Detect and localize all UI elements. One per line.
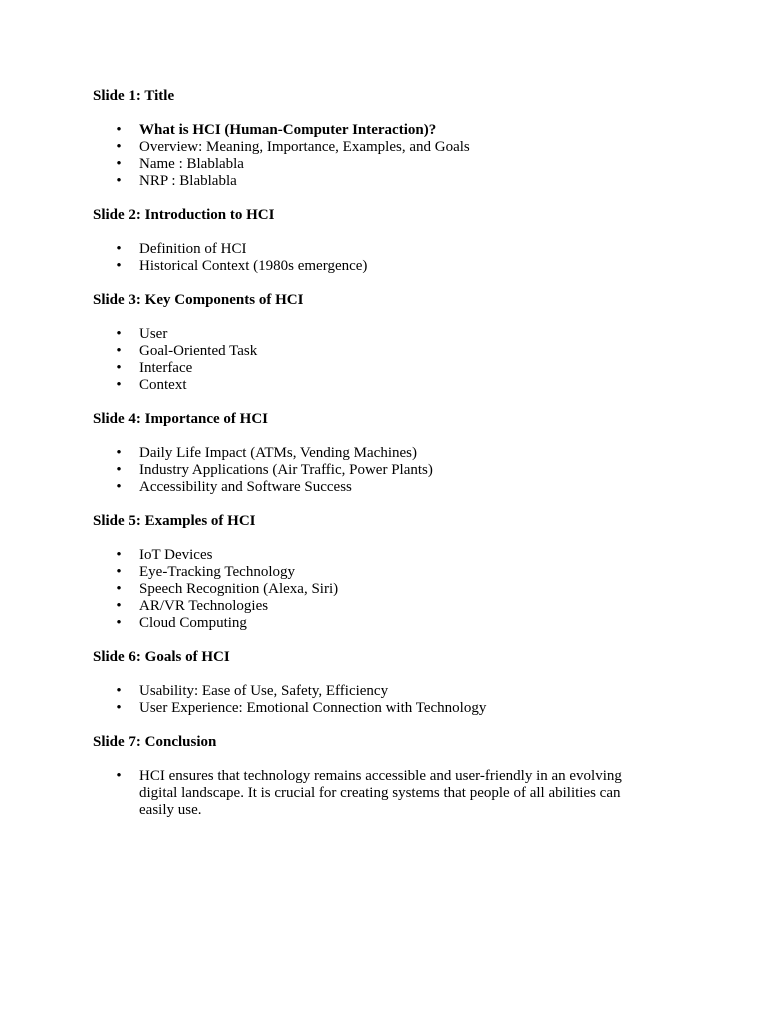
bullet-icon: • [116, 445, 122, 461]
section-heading: Slide 1: Title [93, 88, 175, 104]
bullet-text: Industry Applications (Air Traffic, Power Plants) [139, 462, 433, 478]
bullet-text: User Experience: Emotional Connection with Technology [139, 700, 487, 716]
list-item [93, 768, 648, 819]
bullet-icon: • [116, 479, 122, 495]
document-body [93, 88, 648, 819]
bullet-icon: • [116, 173, 122, 189]
bullet-icon: • [116, 683, 122, 699]
bullet-icon: • [116, 156, 122, 172]
bullet-list [93, 683, 648, 717]
bullet-icon: • [116, 547, 122, 563]
bullet-text: NRP : Blablabla [139, 173, 237, 189]
bullet-text: Definition of HCI [139, 241, 247, 257]
list-item [93, 139, 648, 156]
section-heading: Slide 7: Conclusion [93, 734, 217, 750]
list-item [93, 598, 648, 615]
list-item [93, 700, 648, 717]
bullet-icon: • [116, 615, 122, 631]
list-item [93, 683, 648, 700]
list-item [93, 462, 648, 479]
list-item [93, 547, 648, 564]
bullet-icon: • [116, 258, 122, 274]
bullet-text: What is HCI (Human-Computer Interaction)? [139, 122, 437, 138]
bullet-text: Interface [139, 360, 193, 376]
section-heading: Slide 3: Key Components of HCI [93, 292, 304, 308]
list-item [93, 343, 648, 360]
bullet-text: Historical Context (1980s emergence) [139, 258, 368, 274]
list-item [93, 377, 648, 394]
bullet-list [93, 547, 648, 632]
bullet-icon: • [116, 564, 122, 580]
bullet-text: Speech Recognition (Alexa, Siri) [139, 581, 339, 597]
list-item [93, 241, 648, 258]
list-item [93, 122, 648, 139]
bullet-text: IoT Devices [139, 547, 213, 563]
list-item [93, 581, 648, 598]
bullet-icon: • [116, 139, 122, 155]
bullet-icon: • [116, 700, 122, 716]
list-item [93, 258, 648, 275]
bullet-icon: • [116, 377, 122, 393]
section-heading: Slide 4: Importance of HCI [93, 411, 268, 427]
bullet-text: Overview: Meaning, Importance, Examples, and Goals [139, 139, 470, 155]
bullet-icon: • [116, 581, 122, 597]
list-item [93, 564, 648, 581]
bullet-icon: • [116, 343, 122, 359]
bullet-text: HCI ensures that technology remains accessible and user-friendly in an evolving digital landscape. It is crucial for creating systems that people of all abilities can easily use. [139, 768, 622, 818]
bullet-text: AR/VR Technologies [139, 598, 269, 614]
bullet-icon: • [116, 326, 122, 342]
list-item [93, 360, 648, 377]
bullet-text: Context [139, 377, 187, 393]
bullet-text: Daily Life Impact (ATMs, Vending Machines) [139, 445, 417, 461]
bullet-icon: • [116, 768, 122, 784]
bullet-text: Accessibility and Software Success [139, 479, 352, 495]
bullet-list [93, 326, 648, 394]
section-heading: Slide 6: Goals of HCI [93, 649, 230, 665]
bullet-list [93, 122, 648, 190]
list-item [93, 326, 648, 343]
list-item [93, 173, 648, 190]
bullet-icon: • [116, 462, 122, 478]
bullet-list [93, 241, 648, 275]
section-heading: Slide 5: Examples of HCI [93, 513, 256, 529]
bullet-text: User [139, 326, 168, 342]
bullet-icon: • [116, 122, 122, 138]
bullet-text: Goal-Oriented Task [139, 343, 258, 359]
list-item [93, 445, 648, 462]
bullet-text: Eye-Tracking Technology [139, 564, 296, 580]
bullet-text: Usability: Ease of Use, Safety, Efficiency [139, 683, 389, 699]
bullet-icon: • [116, 598, 122, 614]
bullet-text: Name : Blablabla [139, 156, 244, 172]
bullet-icon: • [116, 241, 122, 257]
bullet-list [93, 768, 648, 819]
list-item [93, 479, 648, 496]
bullet-icon: • [116, 360, 122, 376]
bullet-text: Cloud Computing [139, 615, 247, 631]
list-item [93, 156, 648, 173]
bullet-list [93, 445, 648, 496]
section-heading: Slide 2: Introduction to HCI [93, 207, 275, 223]
list-item [93, 615, 648, 632]
